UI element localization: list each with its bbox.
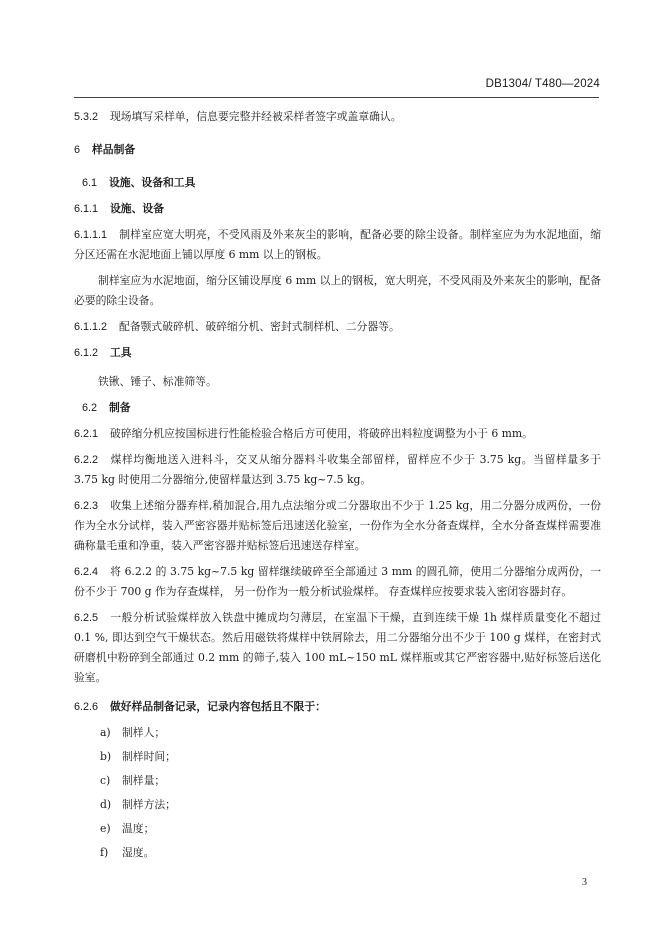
list-marker: b): [100, 750, 112, 763]
section-6-1-2-heading: [74, 343, 601, 363]
clause-6-2-3: [74, 496, 601, 556]
section-6-heading: [74, 140, 601, 160]
section-title: 设施、设备: [110, 203, 164, 215]
list-item: [100, 771, 601, 791]
section-title: 制备: [109, 402, 131, 414]
list-marker: a): [100, 726, 111, 739]
clause-number: 6.1.1.2: [74, 321, 108, 333]
list-item-text: 温度；: [122, 822, 155, 835]
clause-6-1-1-2: [74, 317, 601, 337]
clause-text: 配备颚式破碎机、破碎缩分机、密封式制样机、二分器等。: [119, 320, 400, 333]
clause-text: 煤样均衡地送入进料斗，交叉从缩分器料斗收集全部留样，留样应不少于 3.75 kg。当留样量多于 3.75 kg 时使用二分器缩分,使留样量达到 3.75 kg~7.5 kg。: [74, 453, 601, 486]
list-item-text: 湿度。: [122, 846, 155, 859]
clause-6-1-1-1: [74, 225, 601, 265]
list-marker: f): [100, 846, 109, 859]
list-marker: e): [100, 822, 111, 835]
list-item: [100, 723, 601, 743]
clause-5-3-2: [74, 107, 601, 127]
section-number: 6.1.1: [74, 203, 99, 215]
clause-text: 一般分析试验煤样放入铁盘中摊成均匀薄层，在室温下干燥，直到连续干燥 1h 煤样质量变化不超过 0.1 %, 即达到空气干燥状态。然后用磁铁将煤样中铁屑除去，用二分器缩分出不少于 100 g 煤样，在密封式研磨机中粉碎到全部通过 0.2 mm 的筛子,装入 100 mL~150 mL 煤样瓶或其它严密容器中,贴好标签后送化验室。: [74, 611, 601, 684]
clause-6-2-5: [74, 608, 601, 688]
clause-text: 破碎缩分机应按国标进行性能检验合格后方可使用，将破碎出料粒度调整为小于 6 mm。: [110, 427, 533, 440]
clause-title: 做好样品制备记录，记录内容包括且不限于：: [110, 701, 326, 713]
list-item: [100, 795, 601, 815]
clause-number: 6.2.6: [74, 701, 99, 713]
section-number: 6.1: [82, 177, 98, 189]
section-title: 样品制备: [92, 144, 136, 156]
clause-6-2-2: [74, 450, 601, 490]
clause-6-2-1: [74, 424, 601, 444]
record-items-list: [74, 723, 601, 863]
clause-number: 6.2.2: [74, 454, 99, 466]
clause-6-2-6-heading: [74, 697, 601, 717]
clause-number: 6.1.1.1: [74, 229, 108, 241]
header-divider: [74, 97, 599, 98]
tools-paragraph: 铁锹、锤子、标准筛等。: [98, 375, 217, 388]
list-marker: d): [100, 798, 112, 811]
clause-6-2-4: [74, 562, 601, 602]
list-item-text: 制样时间；: [122, 750, 176, 763]
document-code-header: DB1304/ T480—2024: [485, 78, 600, 90]
list-item: [100, 747, 601, 767]
clause-number: 6.2.4: [74, 566, 99, 578]
list-marker: c): [100, 774, 111, 787]
clause-text: 收集上述缩分器弃样,稍加混合,用九点法缩分或二分器取出不少于 1.25 kg，用二分器分成两份，一份作为全水分试样，装入严密容器并贴标签后迅速送化验室，一份作为全水分备查煤样，全水分备查煤样需要准确称量毛重和净重，装入严密容器并贴标签后迅速送存样室。: [74, 499, 601, 552]
list-item: [100, 843, 601, 863]
clause-text: 制样室应宽大明亮，不受风雨及外来灰尘的影响，配备必要的除尘设备。制样室应为为水泥地面，缩分区还需在水泥地面上铺以厚度 6 mm 以上的钢板。: [74, 228, 601, 261]
clause-number: 5.3.2: [74, 111, 99, 123]
clause-number: 6.2.5: [74, 612, 99, 624]
list-item-text: 制样人；: [122, 726, 166, 739]
section-6-2-heading: [74, 398, 601, 418]
clause-number: 6.2.1: [74, 428, 99, 440]
clause-text: 将 6.2.2 的 3.75 kg~7.5 kg 留样继续破碎至全部通过 3 mm 的圆孔筛，使用二分器缩分成两份，一份不少于 700 g 作为存查煤样， 另一份作为一般分析试验煤样。 存查煤样应按要求装入密闭容器封存。: [74, 565, 601, 598]
list-item: [100, 819, 601, 839]
section-6-1-1-heading: [74, 199, 601, 219]
section-number: 6.2: [82, 402, 98, 414]
paragraph-plain: 制样室应为水泥地面，缩分区铺设厚度 6 mm 以上的钢板，宽大明亮，不受风雨及外来灰尘的影响，配备必要的除尘设备。: [74, 274, 601, 307]
clause-number: 6.2.3: [74, 500, 99, 512]
section-title: 工具: [110, 347, 132, 359]
document-body: [74, 107, 601, 867]
list-item-text: 制样方法；: [122, 798, 176, 811]
section-number: 6.1.2: [74, 347, 99, 359]
section-title: 设施、设备和工具: [109, 177, 196, 189]
page-number: 3: [582, 877, 587, 888]
list-item-text: 制样量；: [122, 774, 166, 787]
section-6-1-heading: [74, 173, 601, 193]
section-number: 6: [74, 144, 81, 156]
clause-text: 现场填写采样单，信息要完整并经被采样者签字或盖章确认。: [110, 110, 402, 123]
